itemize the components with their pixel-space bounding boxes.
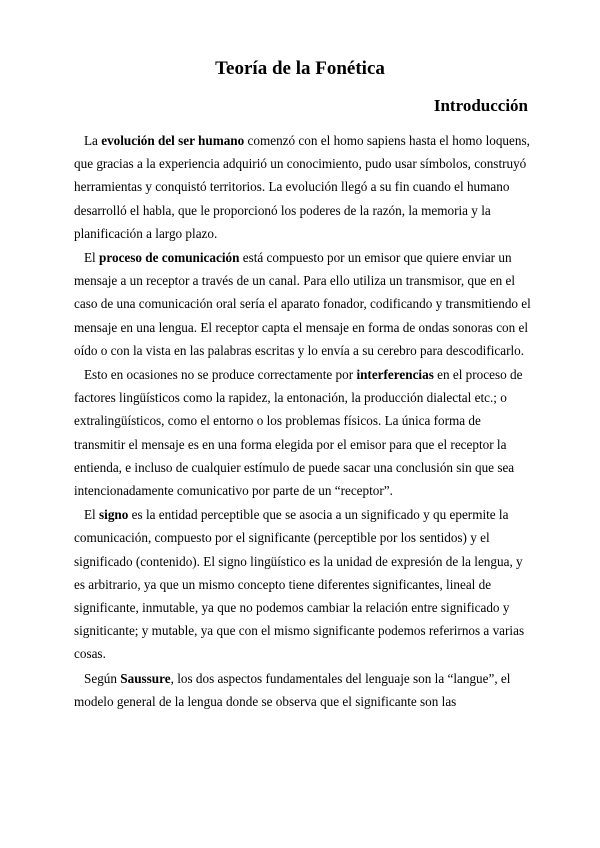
paragraph-text: La	[84, 133, 102, 148]
document-body	[74, 129, 534, 714]
paragraph-comunicacion	[74, 246, 534, 363]
bold-term: Saussure	[120, 670, 171, 686]
paragraph-text: comenzó con el homo sapiens hasta el homo loquens, que gracias a la experiencia adquirió un conocimiento, pudo usar símbolos, construyó herramientas y conquistó territorios. La evolución llegó a su fin cuando el humano desarrolló el habla, que le proporcionó los poderes de la razón, la memoria y la planificación a largo plazo.	[74, 133, 530, 241]
paragraph-evolucion	[74, 129, 534, 246]
paragraph-text: El	[84, 507, 100, 523]
bold-term: evolución del ser humano	[101, 133, 245, 148]
document-title: Teoría de la Fonética	[215, 58, 385, 79]
paragraph-text: El	[84, 250, 100, 266]
paragraph-text: en el proceso de factores lingüísticos como la rapidez, la entonación, la producción dialectal etc.; o extralingüísticos, como el entorno o los problemas físicos. La única forma de transmitir el mensaje es en una forma elegida por el emisor para que el receptor la entienda, e incluso de cualquier estímulo de puede sacar una conclusión sin que sea intencionadamente comunicativo por parte de un “receptor”.	[74, 367, 523, 499]
paragraph-text: , los dos aspectos fundamentales del lenguaje son la “langue”, el modelo general de la lengua donde se observa que el significante son las	[74, 670, 511, 709]
paragraph-text: Según	[84, 670, 121, 686]
paragraph-text: está compuesto por un emisor que quiere enviar un mensaje a un receptor a través de un canal. Para ello utiliza un transmisor, que en el caso de una comunicación oral sería el aparato fonador, codificando y transmitiendo el mensaje en una lengua. El receptor capta el mensaje en forma de ondas sonoras con el oído o con la vista en las palabras escritas y lo envía a su cerebro para descodificarlo.	[74, 250, 531, 358]
paragraph-text: Esto en ocasiones no se produce correctamente por	[84, 367, 357, 383]
paragraph-interferencias	[74, 363, 534, 503]
bold-term: signo	[99, 507, 129, 523]
paragraph-saussure	[74, 667, 534, 714]
paragraph-signo	[74, 503, 534, 666]
paragraph-text: es la entidad perceptible que se asocia a un significado y qu epermite la comunicación, compuesto por el significante (perceptible por los sentidos) y el significado (contenido). El signo lingüístico es la unidad de expresión de la lengua, y es arbitrario, ya que un mismo concepto tiene diferentes significantes, lineal de significante, inmutable, ya que no podemos cambiar la relación entre significado y signiticante; y mutable, ya que con el mismo significante podemos referirnos a varias cosas.	[74, 507, 525, 662]
bold-term: interferencias	[356, 367, 434, 383]
bold-term: proceso de comunicación	[99, 250, 240, 266]
section-heading: Introducción	[433, 96, 528, 115]
